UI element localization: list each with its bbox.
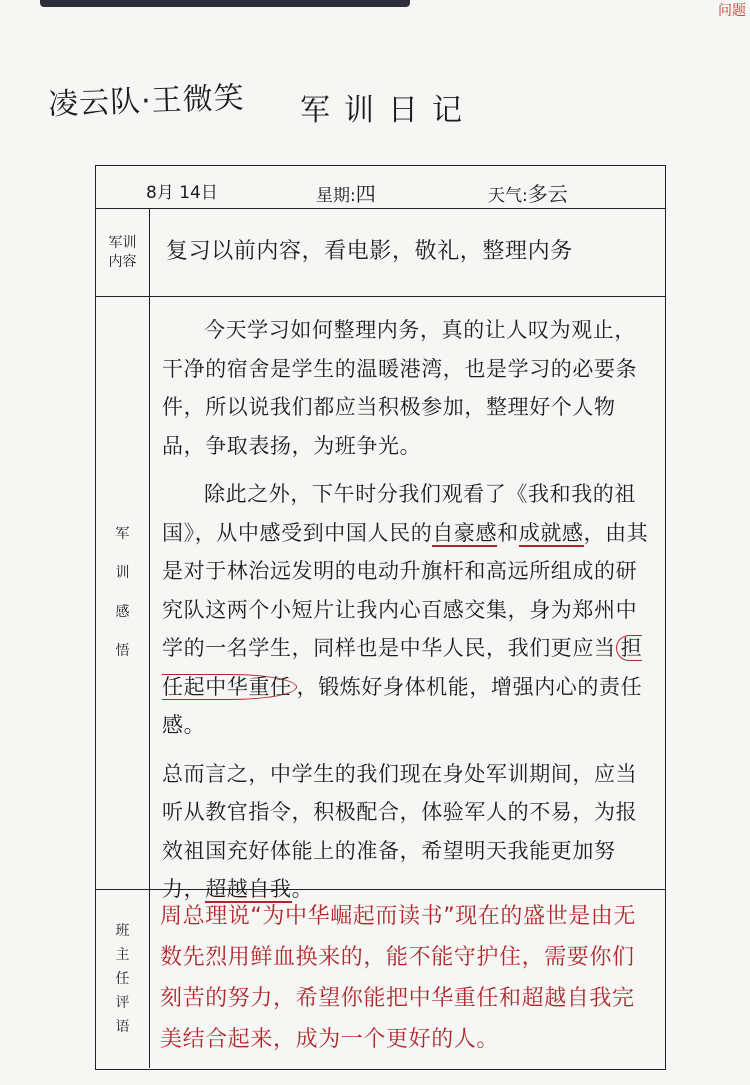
- diary-table: [95, 165, 666, 1070]
- weekday-cell: [316, 178, 376, 207]
- date-cell: 8月 14日: [146, 183, 218, 203]
- teacher-label-char: 语: [115, 1018, 130, 1035]
- weather-value: 多云: [527, 182, 568, 206]
- underlined-phrase: 成就感: [518, 520, 584, 545]
- feelings-label-char: 军: [115, 526, 130, 542]
- underlined-phrase: 超越自我: [205, 877, 292, 901]
- feelings-label-char: 训: [115, 565, 130, 581]
- teacher-label-char: 任: [115, 970, 130, 987]
- feelings-row: [96, 297, 665, 901]
- weather-cell: [488, 178, 568, 207]
- paragraph-2: 除此之外，下午时分我们观看了《我和我的祖国》，从中感受到中国人民的自豪感和成就感，由其是对于林治远发明的电动升旗杆和高远所组成的研究队这两个小短片让我内心百感交集，身为郑州中学的一名学生，同样也是中华人民，我们更应当 担任起中华重任 ，锻炼好身体机能，增强内心的责任感。: [162, 482, 649, 737]
- corner-mark: 问题: [718, 3, 746, 19]
- content-text: 复习以前内容，看电影，敬礼，整理内务: [166, 239, 573, 264]
- content-label: 军训内容: [96, 209, 150, 296]
- feelings-label-char: 悟: [115, 643, 130, 659]
- underlined-phrase: 自豪感: [432, 520, 498, 545]
- circled-phrase: 担任起中华重任: [162, 636, 643, 699]
- weekday-label: 星期:: [316, 186, 356, 206]
- teacher-label-char: 评: [115, 994, 130, 1011]
- feelings-text-cell: [150, 297, 665, 901]
- header-row: [96, 166, 665, 209]
- teacher-comment-text: 周总理说“为中华崛起而读书”现在的盛世是由无数先烈用鲜血换来的，能不能守护住，需要你们刻苦的努力，希望你能把中华重任和超越自我完美结合起来，成为一个更好的人。: [160, 904, 636, 1052]
- weather-label: 天气:: [488, 186, 528, 206]
- teacher-label-char: 班: [115, 922, 130, 939]
- teacher-comment-row: [96, 890, 665, 1068]
- author-name: 凌云队·王微笑: [47, 80, 246, 123]
- top-edge-bar: [40, 0, 410, 7]
- teacher-label-char: 主: [115, 946, 130, 963]
- feelings-label: [96, 297, 150, 889]
- page-title: 军训日记: [300, 93, 476, 128]
- content-value-cell: [150, 209, 665, 296]
- weekday-value: 四: [355, 182, 376, 206]
- teacher-comment-cell: [150, 890, 665, 1068]
- teacher-comment-label: [96, 890, 150, 1068]
- content-row: [96, 209, 665, 297]
- paragraph-3: 总而言之，中学生的我们现在身处军训期间，应当听从教官指令，积极配合，体验军人的不易，为报效祖国充好体能上的准备，希望明天我能更加努力，超越自我。: [162, 761, 638, 901]
- paragraph-1: 今天学习如何整理内务，真的让人叹为观止，干净的宿舍是学生的温暖港湾，也是学习的必要条件，所以说我们都应当积极参加，整理好个人物品，争取表扬，为班争光。: [162, 318, 638, 458]
- feelings-label-char: 感: [115, 604, 130, 620]
